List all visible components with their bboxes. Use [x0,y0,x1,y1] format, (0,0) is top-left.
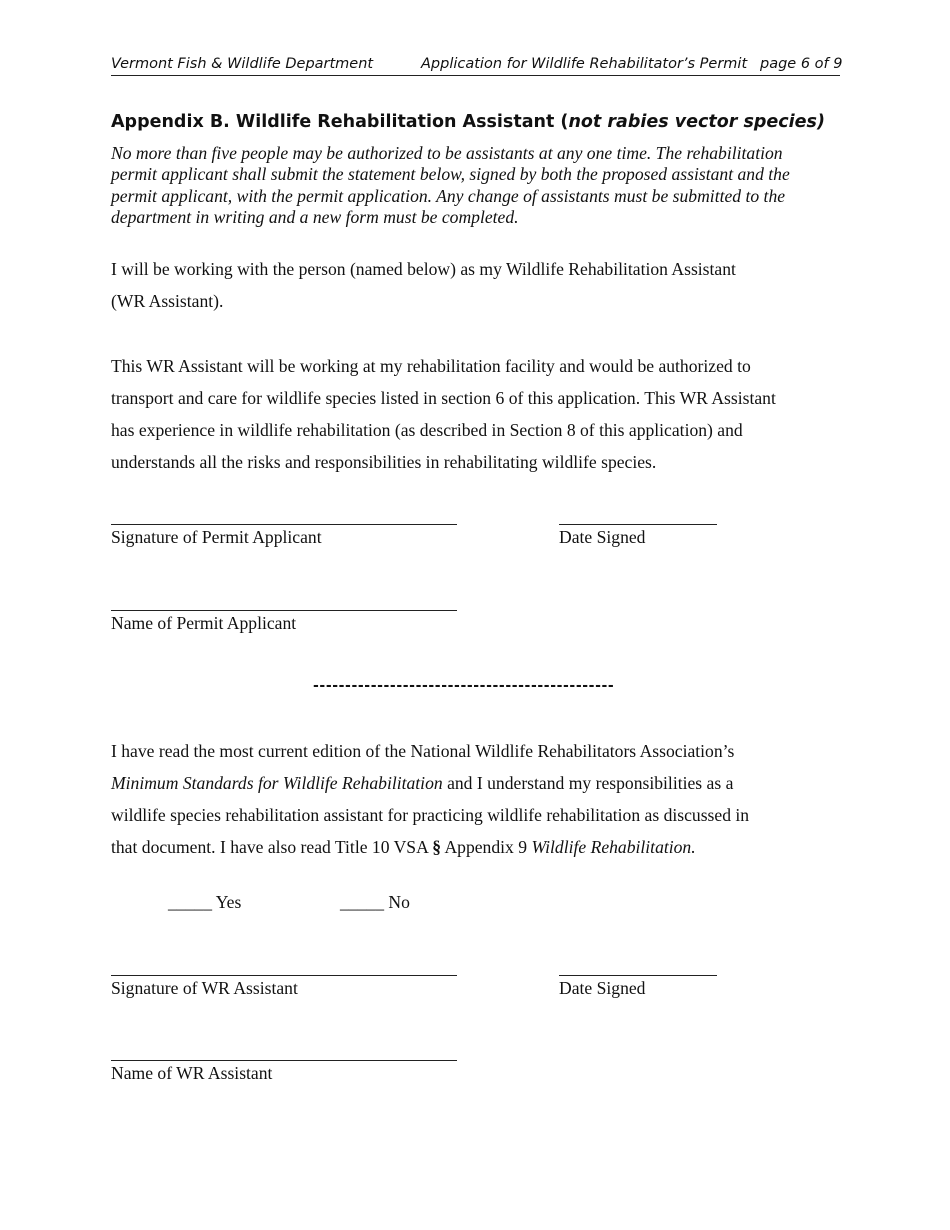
header-page-number: page 6 of 9 [760,56,843,72]
instruction-line: No more than five people may be authorized to be assistants at any one time. The rehabilitation [111,143,783,163]
acknowledgement-line [111,773,733,794]
statement2-line: This WR Assistant will be working at my rehabilitation facility and would be authorized to [111,356,751,376]
appendix-title [111,112,825,132]
assistant-date-label: Date Signed [559,978,646,998]
no-choice[interactable]: _____ No [340,892,410,912]
acknowledgement-line-start: that document. I have also read Title 10 VSA [111,837,433,857]
standards-title: Minimum Standards for Wildlife Rehabilitation [111,773,443,793]
statute-title: Wildlife Rehabilitation. [531,837,696,857]
acknowledgement-line-rest: and I understand my responsibilities as a [442,773,734,793]
applicant-signature-label: Signature of Permit Applicant [111,527,322,547]
yes-choice[interactable]: _____ Yes [168,892,242,912]
applicant-name-line[interactable] [111,610,457,611]
acknowledgement-line: I have read the most current edition of the National Wildlife Rehabilitators Association’s [111,741,735,761]
appendix-instructions [111,143,851,228]
assistant-date-line[interactable] [559,975,717,976]
applicant-date-label: Date Signed [559,527,646,547]
statement2-line: transport and care for wildlife species listed in section 6 of this application. This WR Assistant [111,388,776,408]
acknowledgement-line-mid: Appendix 9 [441,837,532,857]
assistant-name-line[interactable] [111,1060,457,1061]
assistant-signature-line[interactable] [111,975,457,976]
appendix-title-prefix: Appendix B. Wildlife Rehabilitation Assistant ( [111,112,569,132]
acknowledgement-line: wildlife species rehabilitation assistant for practicing wildlife rehabilitation as discussed in [111,805,750,825]
section-separator: ----------------------------------------------- [313,678,615,694]
statement1-line: (WR Assistant). [111,291,224,311]
statement1-line: I will be working with the person (named below) as my Wildlife Rehabilitation Assistant [111,259,736,279]
section-symbol: § [432,837,442,857]
header-form-title: Application for Wildlife Rehabilitator’s Permit [421,56,748,72]
assistant-name-label: Name of WR Assistant [111,1063,273,1083]
applicant-date-line[interactable] [559,524,717,525]
assistant-signature-label: Signature of WR Assistant [111,978,298,998]
header-department: Vermont Fish & Wildlife Department [111,56,374,72]
appendix-title-italic: not rabies vector species) [568,112,825,132]
instruction-line: permit applicant shall submit the statement below, signed by both the proposed assistant and the [111,164,790,185]
instruction-line: permit applicant, with the permit application. Any change of assistants must be submitted to the [111,185,786,206]
instruction-line: department in writing and a new form must be completed. [111,206,519,227]
statement2-line: has experience in wildlife rehabilitation (as described in Section 8 of this application) and [111,420,743,440]
applicant-name-label: Name of Permit Applicant [111,613,297,633]
header-divider [111,75,840,76]
applicant-signature-line[interactable] [111,524,457,525]
acknowledgement-line [111,837,696,858]
statement2-line: understands all the risks and responsibilities in rehabilitating wildlife species. [111,452,657,472]
